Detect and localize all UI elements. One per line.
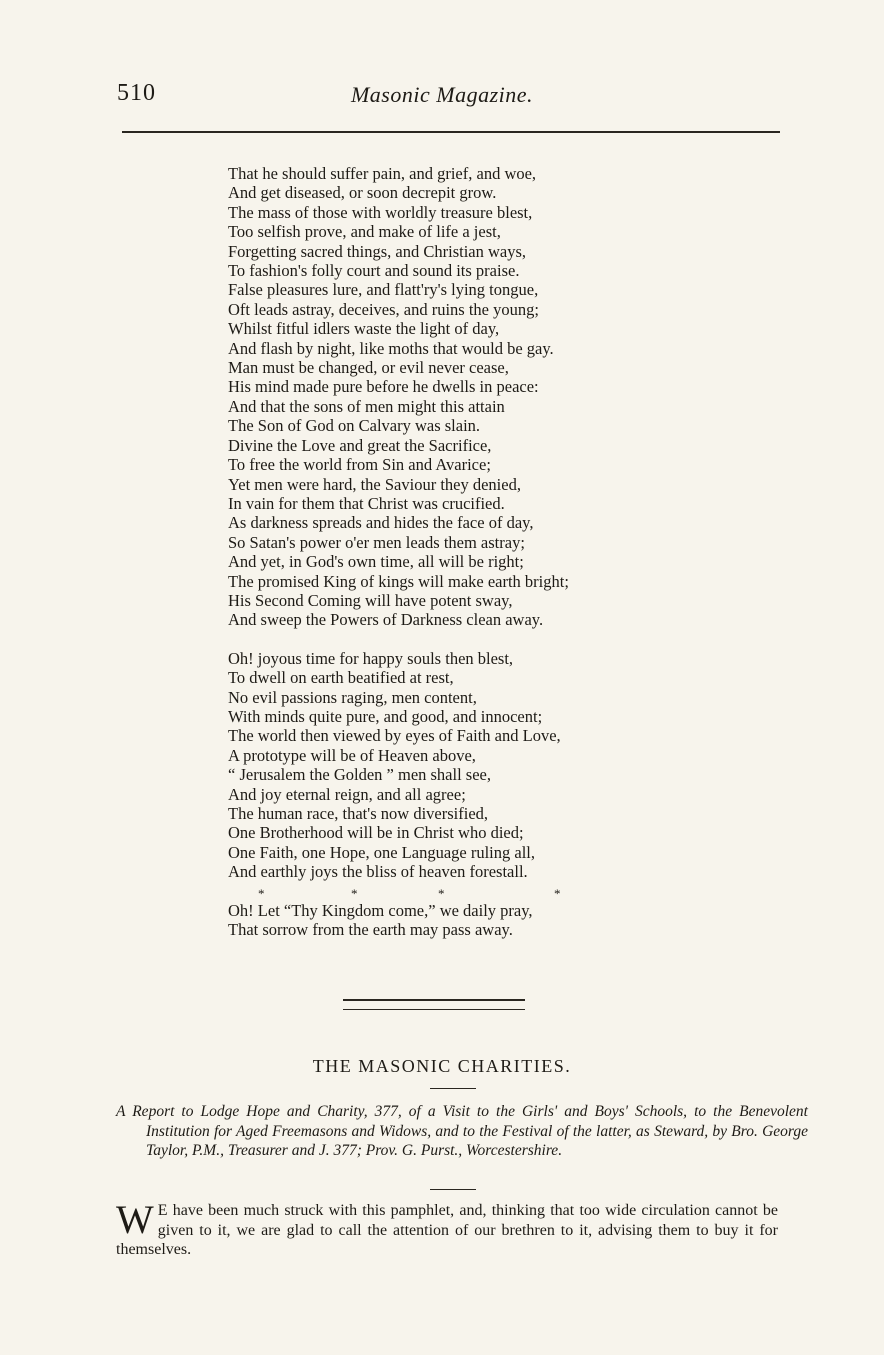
poem-line: And joy eternal reign, and all agree; xyxy=(228,784,466,804)
title-rule xyxy=(430,1088,476,1089)
intro-paragraph xyxy=(116,1197,778,1260)
star-mark: * xyxy=(258,885,265,901)
poem-line: One Brotherhood will be in Christ who died; xyxy=(228,823,524,843)
poem-line: A prototype will be of Heaven above, xyxy=(228,745,476,765)
poem-stanza-2 xyxy=(228,649,668,940)
poem-line: And sweep the Powers of Darkness clean away. xyxy=(228,610,544,630)
poem-line: False pleasures lure, and flatt'ry's lying tongue, xyxy=(228,280,539,300)
poem-line: That sorrow from the earth may pass away. xyxy=(228,920,513,940)
asterism xyxy=(228,882,668,901)
section-divider xyxy=(343,999,525,1010)
star-mark: * xyxy=(351,885,358,901)
star-mark: * xyxy=(554,885,561,901)
poem-line: Forgetting sacred things, and Christian ways, xyxy=(228,241,527,261)
poem-line: His Second Coming will have potent sway, xyxy=(228,590,513,610)
poem-line: “ Jerusalem the Golden ” men shall see, xyxy=(228,765,491,785)
poem-line: Divine the Love and great the Sacrifice, xyxy=(228,435,492,455)
poem-stanza-1 xyxy=(228,164,668,630)
running-title: Masonic Magazine. xyxy=(350,82,534,107)
poem-line: As darkness spreads and hides the face of day, xyxy=(228,513,534,533)
poem-line: Yet men were hard, the Saviour they denied, xyxy=(228,474,521,494)
poem-line: To fashion's folly court and sound its praise. xyxy=(228,261,520,281)
poem-line: And get diseased, or soon decrepit grow. xyxy=(228,183,497,203)
poem-line: The Son of God on Calvary was slain. xyxy=(228,416,481,436)
intro-text: E have been much struck with this pamphlet, and, thinking that too wide circulation cannot be given to it, we are glad to call the attention of our brethren to it, advising them to buy it for themselves. xyxy=(116,1202,778,1258)
poem-line: Man must be changed, or evil never cease, xyxy=(228,358,509,378)
poem-line: With minds quite pure, and good, and innocent; xyxy=(228,706,543,726)
poem-line: Too selfish prove, and make of life a jest, xyxy=(228,222,501,242)
poem-line: The world then viewed by eyes of Faith and Love, xyxy=(228,726,561,746)
poem xyxy=(228,164,668,939)
poem-line: The human race, that's now diversified, xyxy=(228,804,489,823)
poem-line: And earthly joys the bliss of heaven forestall. xyxy=(228,862,528,882)
poem-line: Whilst fitful idlers waste the light of day, xyxy=(228,319,500,339)
drop-cap: W xyxy=(116,1197,154,1242)
poem-line: No evil passions raging, men content, xyxy=(228,687,477,707)
poem-line: To free the world from Sin and Avarice; xyxy=(228,455,491,475)
poem-line: Oft leads astray, deceives, and ruins the young; xyxy=(228,299,539,319)
report-subtitle: A Report to Lodge Hope and Charity, 377, of a Visit to the Girls' and Boys' Schools, to the Benevolent Institution for Aged Freemasons and Widows, and to the Festival of the latter, as Steward, by Bro. George Taylor, P.M., Treasurer and J. 377; Prov. G. Purst., Worcestershire. xyxy=(116,1103,808,1159)
poem-line: So Satan's power o'er men leads them astray; xyxy=(228,532,525,552)
poem-line: That he should suffer pain, and grief, and woe, xyxy=(228,164,537,183)
poem-line: Oh! joyous time for happy souls then blest, xyxy=(228,648,514,668)
poem-line: And flash by night, like moths that would be gay. xyxy=(228,338,554,358)
page-number: 510 xyxy=(117,80,156,106)
header-rule xyxy=(122,131,780,133)
subtitle-rule xyxy=(430,1189,476,1190)
poem-line: The mass of those with worldly treasure blest, xyxy=(228,202,533,222)
poem-line: To dwell on earth beatified at rest, xyxy=(228,668,454,688)
poem-line: And that the sons of men might this attain xyxy=(228,396,505,416)
poem-line: Oh! Let “Thy Kingdom come,” we daily pray, xyxy=(228,900,533,920)
poem-line: One Faith, one Hope, one Language ruling all, xyxy=(228,842,535,862)
section-title: THE MASONIC CHARITIES. xyxy=(312,1056,572,1076)
poem-line: In vain for them that Christ was crucified. xyxy=(228,493,505,513)
poem-line: The promised King of kings will make earth bright; xyxy=(228,571,569,591)
poem-line: And yet, in God's own time, all will be right; xyxy=(228,552,524,572)
poem-line: His mind made pure before he dwells in peace: xyxy=(228,377,539,397)
star-mark: * xyxy=(438,885,445,901)
page-header xyxy=(0,80,884,116)
